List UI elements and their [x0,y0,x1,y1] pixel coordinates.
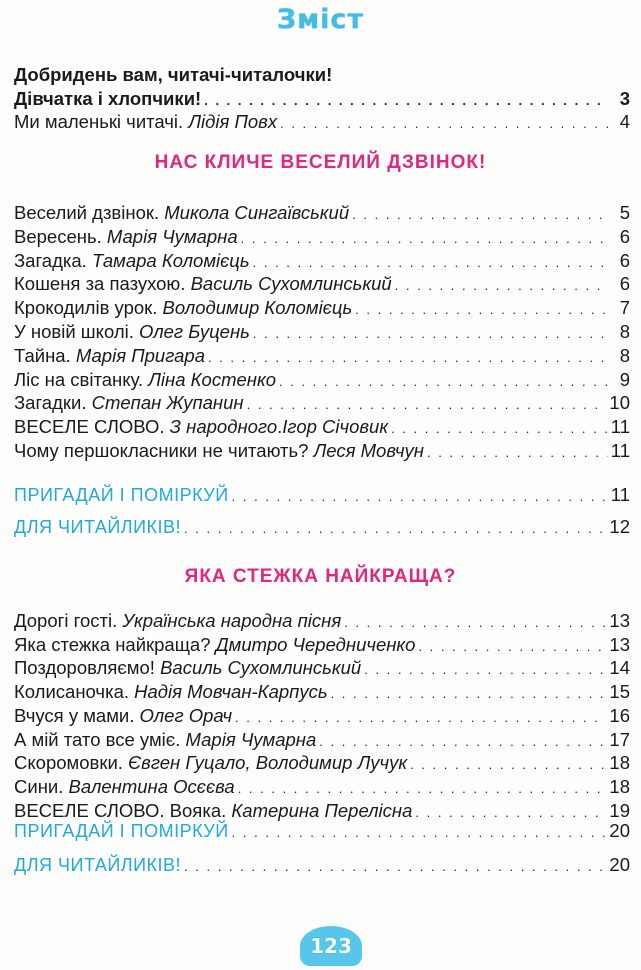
work-title: Веселий дзвінок. [14,202,160,223]
work-title: Вчуся у мами. [14,704,135,726]
work-title: Сини. [14,775,64,797]
page-number: 20 [609,820,630,841]
toc-row[interactable] [14,200,630,226]
dot-leader [232,818,607,846]
work-title: Дівчатка і хлопчики! [14,88,202,109]
page-number: 15 [609,681,630,703]
author-name: З народного [169,416,278,438]
work-title: Тайна. [14,344,71,366]
page-number: 7 [619,297,630,319]
author-name: Надія Мовчан-Карпусь [134,681,328,703]
work-title: Скоромовки. [14,752,123,774]
dot-leader [184,852,606,880]
toc-row[interactable] [14,774,630,800]
author-name: Дмитро Чередниченко [215,633,416,655]
toc-row[interactable] [14,655,630,681]
page-number: 11 [610,440,630,461]
toc-row[interactable] [14,703,630,729]
toc-row[interactable] [14,608,630,634]
page-number: 8 [619,321,630,342]
work-title: Загадки. [14,392,87,414]
page-number: 6 [619,249,630,271]
work-title: Чому першокласники не читають? [14,440,309,461]
work-title: А мій тато все уміє. [14,728,181,750]
section-heading: НАС КЛИЧЕ ВЕСЕЛИЙ ДЗВІНОК! [154,152,487,173]
author-name: Євген Гуцало, Володимир Лучук [128,752,408,774]
toc-row[interactable] [14,852,630,878]
work-title: Крокодилів урок. [14,297,158,319]
work-title: Ліс на світанку. [14,368,144,390]
author-name: Леся Мовчун [313,440,424,461]
author-name: Василь Сухомлинський [190,273,392,295]
work-title: Колисаночка. [14,681,129,703]
work-title: Кошеня за пазухою. [14,273,186,295]
author-name: Олег Орач [139,704,233,726]
author-name: Марія Чумарна [106,225,238,247]
page-number: 13 [609,610,630,631]
section-heading: ЯКА СТЕЖКА НАЙКРАЩА? [184,566,457,587]
page-number: 18 [609,775,630,797]
page-number: 19 [609,799,630,821]
page-number: 8 [619,344,630,366]
toc-row[interactable] [14,438,630,464]
page-number: 11 [610,484,630,505]
toc-row[interactable] [14,482,630,508]
toc-row[interactable] [14,750,630,776]
author-name: Олег Буцень [139,321,250,342]
author-name: Українська народна пісня [122,610,342,631]
work-title: Ми маленькі читачі. [14,111,184,132]
page-number: 20 [609,854,630,875]
page-number: 3 [619,88,630,109]
toc-row[interactable] [14,367,630,393]
toc-row[interactable] [14,295,630,321]
page-number: 11 [610,416,630,438]
toc-row[interactable] [14,224,630,250]
work-title: Вересень. [14,225,102,247]
dot-leader [280,109,609,137]
page-number: 5 [619,202,630,223]
work-title: ДЛЯ ЧИТАЙЛИКІВ! [14,855,182,875]
page-number: 13 [609,633,630,655]
work-title: ВЕСЕЛЕ СЛОВО. Вояка. [14,799,227,821]
toc-row[interactable] [14,319,630,345]
page-number: 16 [609,704,630,726]
toc-row[interactable] [14,390,630,416]
author-name: Микола Сингаївський [164,202,350,223]
toc-row[interactable] [14,343,630,369]
toc-row[interactable] [14,271,630,297]
work-title-separator: . [277,416,283,438]
author-name: Степан Жупанин [91,392,244,414]
toc-row[interactable] [14,818,630,844]
author-name: Марія Чумарна [185,728,317,750]
work-title: ВЕСЕЛЕ СЛОВО. [14,416,165,438]
dot-leader [184,514,606,542]
work-title: ПРИГАДАЙ І ПОМІРКУЙ [14,485,229,505]
page-title: Зміст [276,4,365,35]
page-number: 12 [609,516,630,537]
dot-leader [232,482,608,510]
work-title: Яка стежка найкраща? [14,633,211,655]
page-number: 14 [609,657,630,679]
toc-row[interactable] [14,727,630,753]
author-name: Марія Пригара [75,344,205,366]
author-name: Валентина Осєєва [68,775,235,797]
author-name: Василь Сухомлинський [160,657,362,679]
page-number: 6 [619,225,630,247]
toc-row[interactable] [14,679,630,705]
author-name: Лідія Повх [188,111,278,132]
page-number: 6 [619,273,630,295]
intro-line: Добридень вам, читачі-читалочки! [14,64,333,85]
author-name: Ігор Січовик [282,416,389,438]
work-title: Загадка. [14,249,87,271]
page-number: 9 [619,368,630,390]
page-number: 10 [609,392,630,414]
author-name: Ліна Костенко [148,368,276,390]
author-name: Катерина Перелісна [231,799,413,821]
toc-row[interactable] [14,414,630,440]
page-number: 4 [619,111,630,132]
author-name: Володимир Коломієць [162,297,353,319]
work-title: У новій школі. [14,321,134,342]
work-title: ПРИГАДАЙ І ПОМІРКУЙ [14,821,229,841]
page-number-label: 123 [310,934,352,958]
page-number: 18 [609,752,630,774]
toc-row[interactable] [14,248,630,274]
work-title: Дорогі гості. [14,610,118,631]
dot-leader [427,438,608,466]
work-title: ДЛЯ ЧИТАЙЛИКІВ! [14,517,182,537]
page-number-badge [300,926,362,966]
work-title: Поздоровляємо! [14,657,155,679]
toc-row[interactable] [14,514,630,540]
page-number: 17 [609,728,630,750]
toc-row[interactable] [14,632,630,658]
author-name: Тамара Коломієць [91,249,250,271]
toc-row[interactable] [14,109,630,135]
